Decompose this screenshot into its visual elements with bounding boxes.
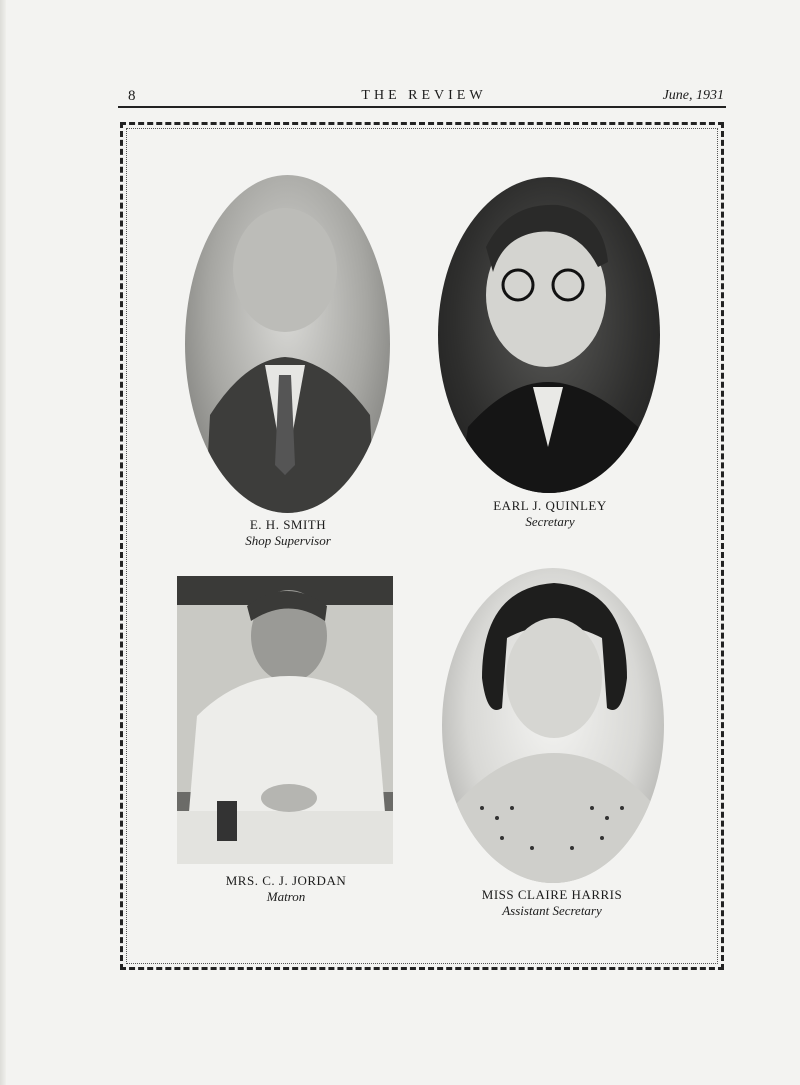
person-role: Shop Supervisor — [245, 533, 331, 548]
caption-quinley — [430, 498, 670, 529]
portrait-figure — [185, 175, 390, 513]
person-name: EARL J. QUINLEY — [493, 498, 607, 513]
issue-date: June, 1931 — [662, 88, 724, 103]
page-header — [122, 88, 726, 108]
portrait-figure — [438, 177, 660, 493]
portrait-figure — [442, 568, 664, 883]
person-name: MISS CLAIRE HARRIS — [481, 887, 623, 902]
caption-harris — [432, 887, 672, 918]
person-role: Matron — [266, 889, 306, 904]
portrait-photo-harris — [442, 568, 664, 883]
portrait-photo-jordan — [177, 576, 393, 864]
portrait-photo-quinley — [438, 177, 660, 493]
page-edge — [0, 0, 6, 1085]
person-role: Assistant Secretary — [502, 903, 602, 918]
page-number: 8 — [128, 88, 136, 104]
person-name: E. H. SMITH — [249, 517, 327, 532]
person-role: Secretary — [525, 514, 575, 529]
person-name: MRS. C. J. JORDAN — [225, 873, 347, 888]
portrait-figure — [177, 576, 393, 864]
caption-smith — [168, 517, 408, 548]
caption-jordan — [166, 873, 406, 904]
publication-title: THE REVIEW — [361, 88, 487, 103]
portrait-photo-smith — [185, 175, 390, 513]
header-rule — [118, 106, 726, 108]
